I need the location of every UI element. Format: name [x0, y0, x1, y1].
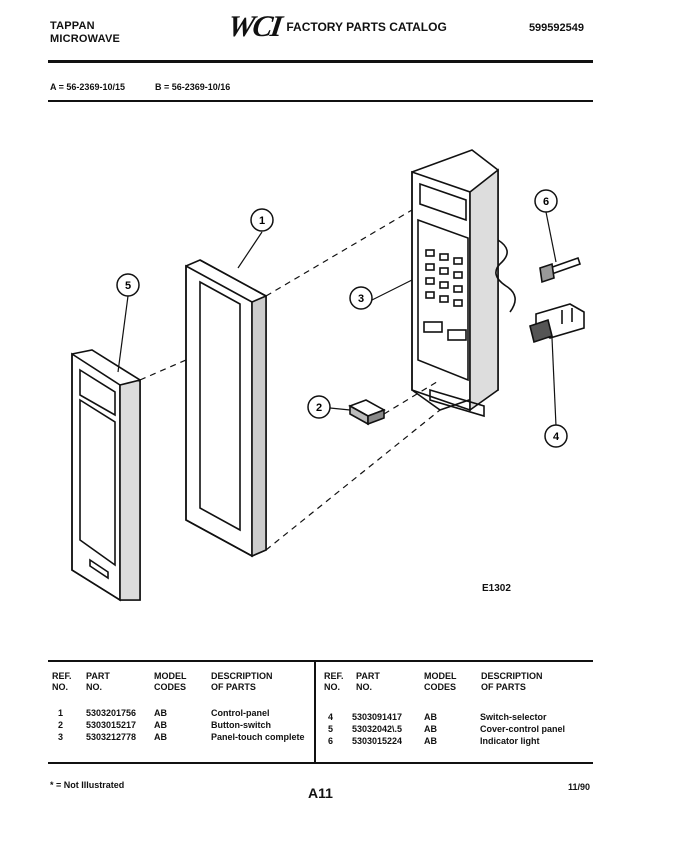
model-list [50, 82, 230, 92]
models-rule [48, 100, 593, 102]
row-ref: 4 [328, 712, 334, 722]
row-part: 5303015217 [86, 720, 137, 730]
callout-6 [535, 190, 557, 212]
svg-text:1: 1 [258, 215, 266, 227]
header-part-right: PART NO. [356, 671, 380, 692]
callout-1 [251, 209, 273, 231]
header-part-left: PART NO. [86, 671, 110, 692]
callout-2 [308, 396, 330, 418]
row-ref: 1 [58, 708, 64, 718]
button-switch-drawing [350, 400, 384, 424]
header-desc-right: DESCRIPTION OF PARTS [481, 671, 543, 692]
table-rows-left [58, 707, 305, 743]
header-rule [48, 60, 593, 63]
row-desc: Control-panel [211, 708, 270, 718]
panel-touch-drawing [412, 150, 515, 416]
row-code: AB [154, 732, 167, 742]
row-part: 5303015224 [352, 736, 403, 746]
row-desc: Button-switch [211, 720, 271, 730]
catalog-number: 599592549 [528, 22, 584, 34]
header-ref-right: REF. NO. [324, 671, 344, 692]
product-type: MICROWAVE [50, 33, 121, 45]
table-bottom-rule [48, 762, 593, 764]
row-part: 5303091417 [352, 712, 403, 722]
row-desc: Panel-touch complete [211, 732, 305, 742]
svg-text:5: 5 [124, 280, 132, 292]
wci-logo: WCI [225, 10, 283, 43]
table-rows-right [328, 711, 565, 747]
svg-text:6: 6 [542, 196, 550, 208]
row-code: AB [424, 712, 437, 722]
header-ref-left: REF. NO. [52, 671, 72, 692]
svg-text:3: 3 [357, 293, 365, 305]
row-code: AB [154, 720, 167, 730]
callout-5 [117, 274, 139, 296]
table-divider [314, 662, 316, 762]
model-b: B = 56-2369-10/16 [154, 82, 231, 92]
cover-control-panel-drawing [72, 350, 140, 600]
row-part: 5303201756 [86, 708, 137, 718]
row-ref: 5 [328, 724, 334, 734]
model-a: A = 56-2369-10/15 [50, 82, 125, 92]
row-part: 5303212778 [86, 732, 137, 742]
row-ref: 3 [58, 732, 64, 742]
callout-4 [545, 425, 567, 447]
row-code: AB [424, 736, 437, 746]
not-illustrated-note: * = Not Illustrated [50, 780, 125, 790]
row-code: AB [154, 708, 167, 718]
switch-selector-drawing [530, 304, 584, 342]
row-desc: Switch-selector [480, 712, 547, 722]
table-top-rule [48, 660, 593, 662]
row-ref: 2 [58, 720, 64, 730]
header-model-right: MODEL CODES [424, 671, 457, 692]
catalog-date: 11/90 [567, 782, 590, 792]
svg-text:2: 2 [315, 402, 323, 414]
figure-code: E1302 [482, 583, 511, 594]
header-model-left: MODEL CODES [154, 671, 187, 692]
exploded-parts-diagram [0, 110, 680, 610]
catalog-title: FACTORY PARTS CATALOG [286, 20, 447, 34]
svg-text:4: 4 [552, 431, 560, 443]
page-code: A11 [308, 785, 333, 801]
row-desc: Indicator light [480, 736, 540, 746]
callout-3 [350, 287, 372, 309]
control-panel-frame-drawing [186, 260, 266, 556]
indicator-light-drawing [540, 258, 580, 282]
row-ref: 6 [328, 736, 334, 746]
brand-name: TAPPAN [50, 20, 95, 32]
header-desc-left: DESCRIPTION OF PARTS [211, 671, 273, 692]
row-part: 53032042\.5 [352, 724, 403, 734]
row-code: AB [424, 724, 437, 734]
row-desc: Cover-control panel [480, 724, 566, 734]
catalog-header [225, 10, 447, 43]
